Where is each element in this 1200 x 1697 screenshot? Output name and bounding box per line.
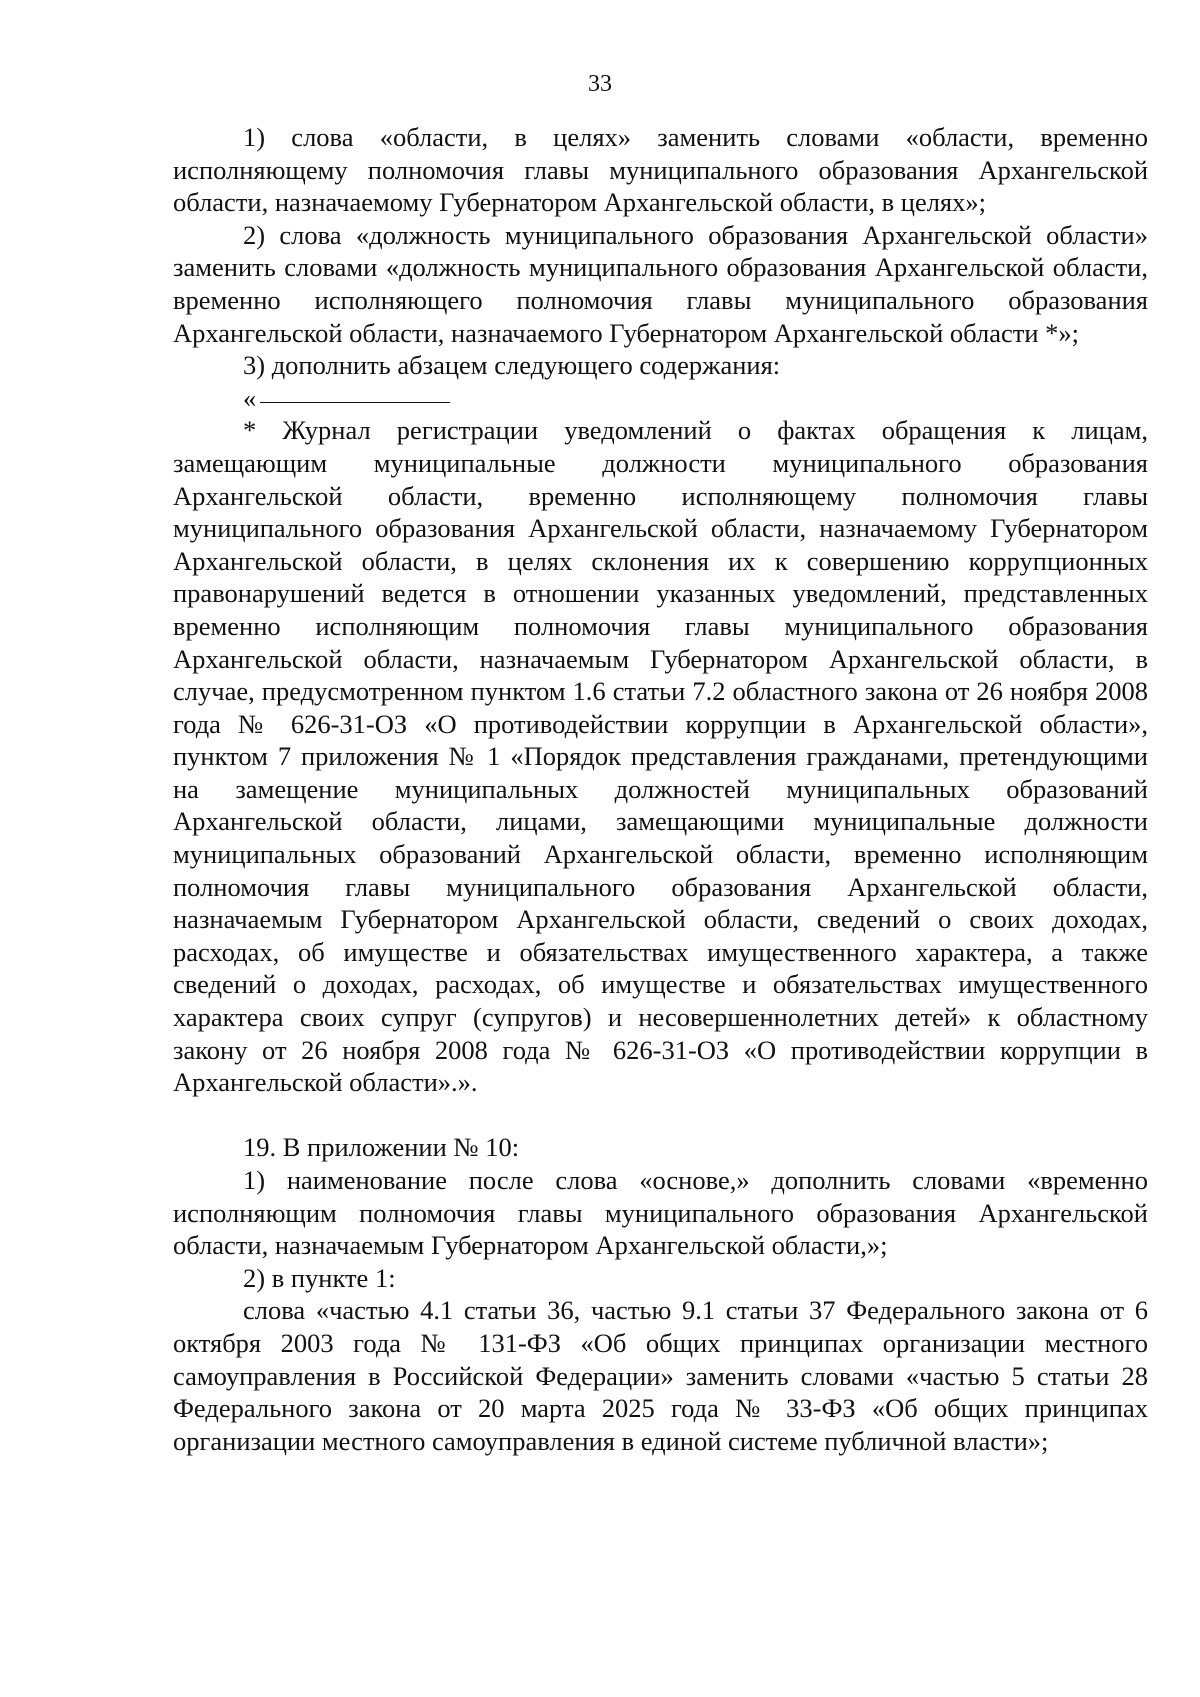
paragraph-item-19-2: 2) в пункте 1: <box>243 1262 396 1293</box>
paragraph-item-2: 2) слова «должность муниципального образования Архангельской области» заменить словами «должность муниципального образования Архангельской области, временно исполняющего полномочия главы муниципального образования Архангельской области, назначаемого Губернатором Архангельской области *»; <box>173 219 1148 348</box>
paragraph-item-3: 3) дополнить абзацем следующего содержания: <box>243 350 781 381</box>
footnote-text: * Журнал регистрации уведомлений о фактах обращения к лицам, замещающим муниципальные должности муниципального образования Архангельской области, временно исполняющему полномочия главы муниципального образования Архангельской области, назначаемому Губернатором Архангельской области, в целях склонения их к совершению коррупционных правонарушений ведется в отношении указанных уведомлений, представленных временно исполняющим полномочия главы муниципального образования Архангельской области, назначаемым Губернатором Архангельской области, в случае, предусмотренном пунктом 1.6 статьи 7.2 областного закона от 26 ноября 2008 года № 626-31-ОЗ «О противодействии коррупции в Архангельской области», пунктом 7 приложения № 1 «Порядок представления гражданами, претендующими на замещение муниципальных должностей муниципальных образований Архангельской области, лицами, замещающими муниципальные должности муниципальных образований Архангельской области, временно исполняющим полномочия главы муниципального образования Архангельской области, назначаемым Губернатором Архангельской области, сведений о своих доходах, расходах, об имуществе и обязательствах имущественного характера, а также сведений о доходах, расходах, об имуществе и обязательствах имущественного характера своих супруг (супругов) и несовершеннолетних детей» к областному закону от 26 ноября 2008 года № 626-31-ОЗ «О противодействии коррупции в Архангельской области».». <box>173 415 1148 1098</box>
paragraph-item-1: 1) слова «области, в целях» заменить словами «области, временно исполняющему полномочия главы муниципального образования Архангельской области, назначаемому Губернатором Архангельской области, в целях»; <box>173 122 1148 218</box>
paragraph-item-19-1: 1) наименование после слова «основе,» дополнить словами «временно исполняющим полномочия главы муниципального образования Архангельской области, назначаемым Губернатором Архангельской области,»; <box>173 1165 1148 1261</box>
document-body <box>173 121 1148 1457</box>
footnote-separator <box>173 382 1148 415</box>
page-number: 33 <box>588 71 612 97</box>
footnote-rule <box>260 402 450 403</box>
section-19-heading: 19. В приложении № 10: <box>243 1132 520 1163</box>
opening-quote: « <box>243 382 257 413</box>
paragraph-gap <box>173 1099 1148 1132</box>
paragraph-words-replacement: слова «частью 4.1 статьи 36, частью 9.1 статьи 37 Федерального закона от 6 октября 2003 года № 131-ФЗ «Об общих принципах организации местного самоуправления в Российской Федерации» заменить словами «частью 5 статьи 28 Федерального закона от 20 марта 2025 года № 33-ФЗ «Об общих принципах организации местного самоуправления в единой системе публичной власти»; <box>173 1295 1148 1456</box>
